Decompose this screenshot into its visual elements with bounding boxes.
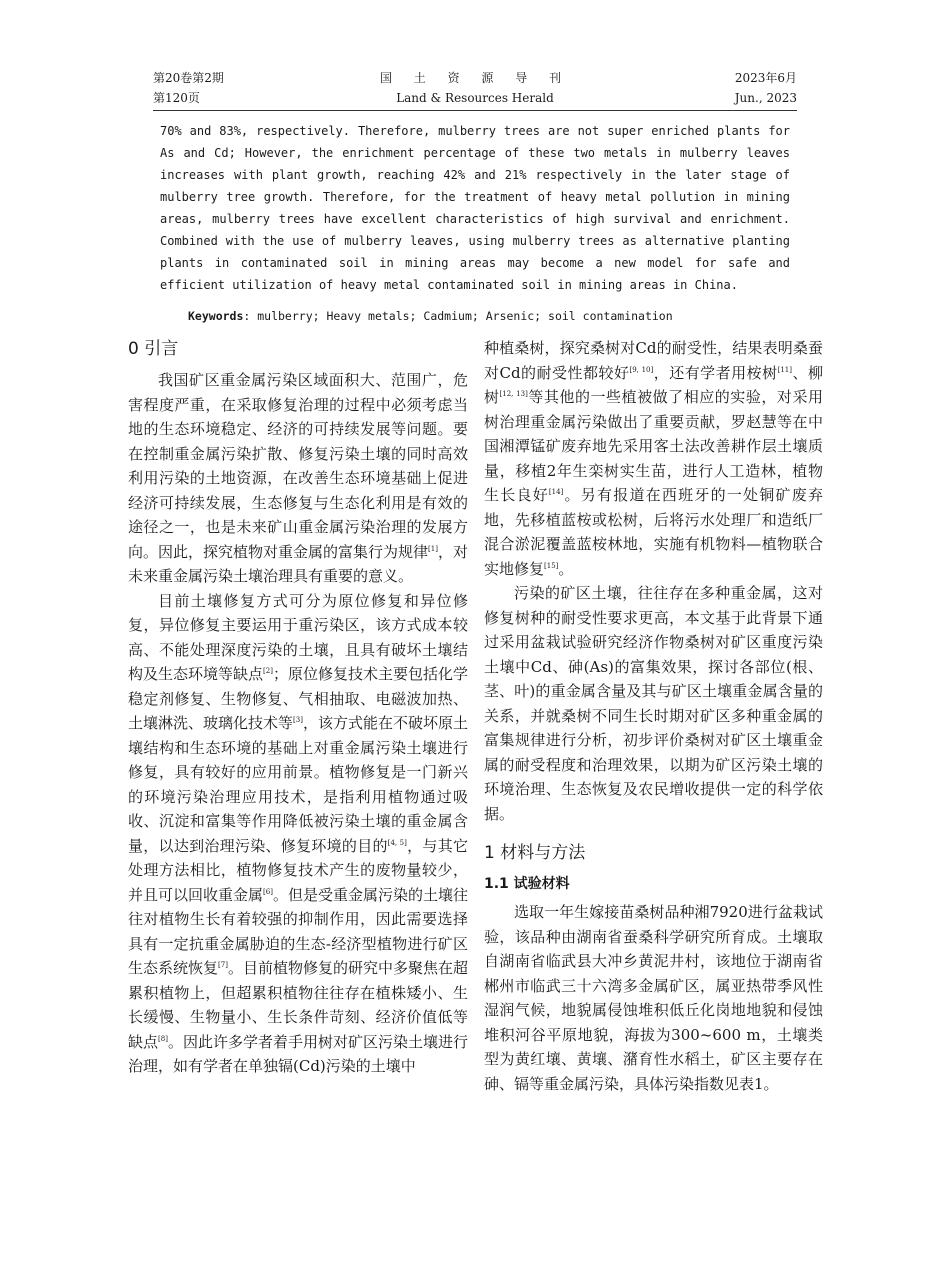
intro-paragraph-1: 我国矿区重金属污染区域面积大、范围广，危害程度严重，在采取修复治理的过程中必须考虑当地的生态环境稳定、经济的可持续发展等问题。要在控制重金属污染扩散、修复污染土壤的同时高效利用污染的土地资源，在改善生态环境基础上促进经济可持续发展，生态修复与生态化利用是有效的途径之一，也是未来矿山重金属污染治理的发展方向。因此，探究植物对重金属的富集行为规律[1]，对未来重金属污染土壤治理具有重要的意义。 (128, 371, 468, 585)
page-number: 第120页 (153, 91, 200, 105)
citation: [3] (293, 716, 303, 724)
keywords-text: : mulberry; Heavy metals; Cadmium; Arsenic; soil contamination (243, 309, 673, 323)
keywords-label: Keywords (188, 309, 244, 323)
citation: [8] (158, 1034, 168, 1043)
section-1-title: 1 材料与方法 (484, 843, 586, 863)
right-column (484, 336, 823, 1096)
keywords-line (188, 306, 673, 326)
citation: [2] (263, 667, 273, 675)
intro-paragraph-2: 目前土壤修复方式可分为原位修复和异位修复，异位修复主要运用于重污染区，该方式成本较高、不能处理深度污染的土壤，且具有破坏土壤结构及生态环境等缺点[2]；原位修复技术主要包括化学稳定剂修复、生物修复、气相抽取、电磁波加热、土壤淋洗、玻璃化技术等[3]，该方式能在不破坏原土壤结构和生态环境的基础上对重金属污染土壤进行修复，具有较好的应用前景。植物修复是一门新兴的环境污染治理应用技术，是指利用植物通过吸收、沉淀和富集等作用降低被污染土壤的重金属含量，以达到治理污染、修复环境的目的[4, 5]，与其它处理方法相比，植物修复技术产生的废物量较少，并且可以回收重金属[6]。但是受重金属污染的土壤往往对植物生长有着较强的抑制作用，因此需要选择具有一定抗重金属胁迫的生态-经济型植物进行矿区生态系统恢复[7]。目前植物修复的研究中多聚焦在超累积植物上，但超累积植物往往存在植株矮小、生长缓慢、生物量小、生长条件苛刻、经济价值低等缺点[8]。因此许多学者着手用树对矿区污染土壤进行治理，如有学者在单独镉(Cd)污染的土壤中 (128, 591, 468, 1075)
abstract-text: 70% and 83%, respectively. Therefore, mulberry trees are not super enriched plants for As and Cd; However, the enrichment percentage of these two metals in mulberry leaves increases with plant growth, reaching 42% and 21% respectively in the later stage of mulberry tree growth. Therefore, for the treatment of heavy metal pollution in mining areas, mulberry trees have excellent characteristics of high survival and enrichment. Combined with the use of mulberry leaves, using mulberry trees as alternative planting plants in contaminated soil in mining areas may become a new model for safe and efficient utilization of heavy metal contaminated soil in mining areas in China. (160, 124, 790, 292)
header-divider (153, 110, 797, 111)
journal-title-cn: 国 土 资 源 导 刊 (379, 71, 571, 85)
date-cn: 2023年6月 (734, 71, 797, 85)
date-en: Jun., 2023 (734, 91, 797, 105)
volume-issue: 第20卷第2期 (153, 71, 224, 85)
citation: [12, 13] (499, 390, 528, 398)
section-0-title: 0 引言 (128, 339, 179, 359)
page-header (153, 68, 797, 108)
citation: [9, 10] (629, 365, 654, 374)
left-column (128, 336, 468, 1079)
citation: [6] (263, 887, 273, 896)
journal-title-en: Land & Resources Herald (396, 91, 554, 105)
subsection-1-1-title: 1.1 试验材料 (484, 876, 570, 892)
intro-paragraph-3: 污染的矿区土壤，往往存在多种重金属，这对修复树种的耐受性要求更高，本文基于此背景下通过采用盆栽试验研究经济作物桑树对矿区重度污染土壤中Cd、砷(As)的富集效果，探讨各部位(根、茎、叶)的重金属含量及其与矿区土壤重金属含量的关系，并就桑树不同生长时期对矿区多种重金属的富集规律进行分析，初步评价桑树对矿区土壤重金属的耐受程度和治理效果，以期为矿区污染土壤的环境治理、生态恢复及农民增收提供一定的科学依据。 (484, 584, 823, 823)
citation: [4, 5] (387, 838, 407, 847)
citation: [15] (544, 561, 559, 570)
citation: [1] (428, 544, 438, 553)
intro-paragraph-2-continued: 种植桑树，探究桑树对Cd的耐受性，结果表明桑蚕对Cd的耐受性都较好[9, 10]，还有学者用桉树[11]、柳树[12, 13]等其他的一些植被做了相应的实验，对采用树治理重金属污染做出了重要贡献，罗赵慧等在中国湘潭锰矿废弃地先采用客土法改善耕作层土壤质量，移植2年生栾树实生苗，进行人工造林，植物生长良好[14]。另有报道在西班牙的一处铜矿废弃地，先移植蓝桉或松树，后将污水处理厂和造纸厂混合淤泥覆盖蓝桉林地，实施有机物料—植物联合实地修复[15]。 (484, 339, 823, 578)
citation: [14] (548, 488, 564, 496)
citation: [11] (777, 365, 792, 374)
citation: [7] (218, 961, 228, 969)
abstract-block (160, 120, 790, 296)
materials-paragraph: 选取一年生嫁接苗桑树品种湘7920进行盆栽试验，该品种由湖南省蚕桑科学研究所育成。土壤取自湖南省临武县大冲乡黄泥井村，该地位于湖南省郴州市临武三十六湾多金属矿区，属亚热带季风性湿润气候，地貌属侵蚀堆积低丘化岗地地貌和侵蚀堆积河谷平原地貌，海拔为300~600 m，土壤类型为黄红壤、黄壤、潴育性水稻土，矿区主要存在砷、镉等重金属污染，具体污染指数见表1。 (484, 903, 823, 1093)
